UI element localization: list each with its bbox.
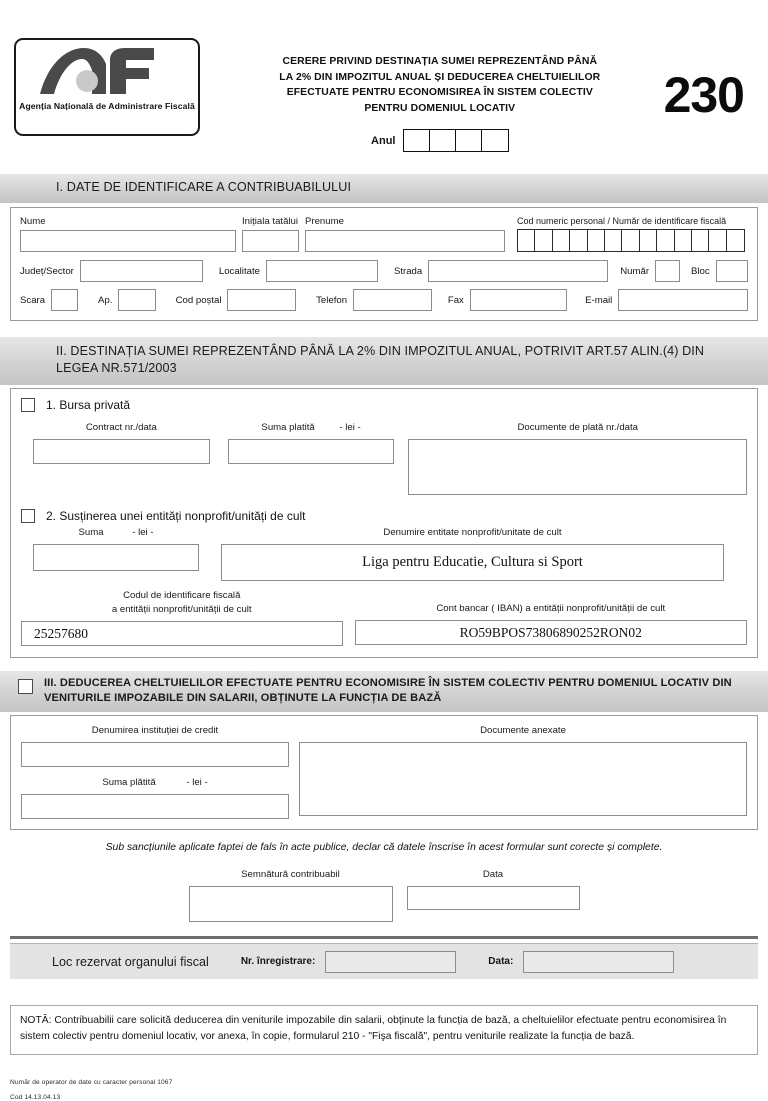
bloc-input[interactable] (716, 260, 748, 282)
field-contract (33, 422, 210, 464)
option1-fields (21, 422, 747, 495)
denumire-entitate-label: Denumire entitate nonprofit/unitate de cult (383, 526, 562, 538)
option1-row (21, 398, 747, 412)
data-semnatura-input[interactable] (407, 886, 580, 910)
year-row (216, 129, 664, 152)
cod-postal-input[interactable] (227, 289, 296, 311)
field-iban (355, 590, 748, 645)
semnatura-label: Semnătură contribuabil (241, 869, 340, 881)
option1-label: 1. Bursa privată (46, 397, 131, 412)
suma-entitate-input[interactable] (33, 544, 199, 571)
field-documente-anexate (299, 725, 747, 819)
reserved-data-input[interactable] (523, 951, 674, 973)
field-institutie-credit (21, 725, 289, 767)
option2-row (21, 509, 747, 523)
suma-bursa-label: Suma platită (261, 421, 315, 433)
suma-platita-3-input[interactable] (21, 794, 289, 819)
scara-label: Scara (20, 294, 46, 306)
cif-input[interactable] (21, 621, 343, 646)
scara-input[interactable] (51, 289, 78, 311)
section3-title: III. DEDUCEREA CHELTUIELILOR EFECTUATE PENTRU ECONOMISIRE ÎN SISTEM COLECTIV PENTRU DOMENIUL LOCATIV DIN VENITURILE IMPOZABILE DIN SALARII, OBȚINUTE LA FUNCȚIA DE BAZĂ (44, 676, 732, 705)
ap-input[interactable] (118, 289, 155, 311)
field-semnatura (189, 869, 393, 922)
section3-checkbox[interactable] (18, 679, 33, 694)
signature-area (0, 869, 768, 922)
cnp-digit-box[interactable] (727, 230, 744, 251)
semnatura-input[interactable] (189, 886, 393, 922)
year-digit-box[interactable] (482, 130, 508, 151)
cnp-label: Cod numeric personal / Număr de identificare fiscală (517, 215, 727, 226)
field-initiala (242, 216, 299, 252)
data-semnatura-label: Data (482, 869, 504, 881)
cnp-digit-box[interactable] (640, 230, 657, 251)
initiala-input[interactable] (242, 230, 299, 252)
suma-platita-3-label-row (21, 777, 289, 789)
cnp-input-boxes[interactable] (517, 229, 745, 252)
ap-label: Ap. (98, 294, 113, 306)
judet-input[interactable] (80, 260, 203, 282)
cnp-digit-box[interactable] (535, 230, 552, 251)
iban-input[interactable] (355, 620, 748, 645)
cnp-digit-box[interactable] (657, 230, 674, 251)
section3-panel (10, 715, 758, 830)
cnp-digit-box[interactable] (622, 230, 639, 251)
localitate-input[interactable] (266, 260, 378, 282)
field-documente-plata (408, 422, 747, 495)
field-suma-platita-3 (21, 777, 289, 819)
iban-value: RO59BPOS73806890252RON02 (459, 624, 642, 640)
denumire-entitate-input[interactable] (221, 544, 724, 581)
field-suma-bursa (228, 422, 395, 464)
cnp-digit-box[interactable] (675, 230, 692, 251)
documente-plata-input[interactable] (408, 439, 747, 495)
institutie-credit-input[interactable] (21, 742, 289, 767)
cod-postal-label: Cod poștal (175, 294, 222, 306)
cnp-digit-box[interactable] (709, 230, 726, 251)
suma-bursa-input[interactable] (228, 439, 395, 464)
strada-label: Strada (393, 265, 423, 277)
fax-input[interactable] (470, 289, 567, 311)
prenume-input[interactable] (305, 230, 505, 252)
cnp-digit-box[interactable] (588, 230, 605, 251)
footer-operator: Număr de operator de date cu caracter personal 1067 (10, 1078, 173, 1086)
suma-entitate-label: Suma (78, 526, 104, 538)
note-box: NOTĂ: Contribuabilii care solicită deducerea din veniturile impozabile din salarii, obținute la funcția de bază, a cheltuielilor efectuate pentru economisirea în sistem colectiv pentru domeniul locativ, vor anexa, în copie, formularul 210 - "Fişa fiscală", pentru veniturile realizate la funcția de bază. (10, 1005, 758, 1054)
contract-input[interactable] (33, 439, 210, 464)
numar-label: Număr (620, 265, 650, 277)
reserved-area (10, 943, 758, 979)
prenume-label: Prenume (305, 216, 344, 228)
footer (0, 1055, 768, 1101)
nume-input[interactable] (20, 230, 236, 252)
field-denumire-entitate (221, 527, 724, 581)
anaf-logo-caption: Agenția Națională de Administrare Fiscală (19, 101, 195, 111)
denumire-entitate-value: Liga pentru Educatie, Cultura si Sport (362, 554, 583, 571)
identity-row-1 (20, 216, 748, 252)
field-suma-entitate (33, 527, 199, 571)
telefon-label: Telefon (316, 294, 348, 306)
section1-panel (10, 207, 758, 321)
declaration-text: Sub sancțiunile aplicate faptei de fals în acte publice, declar că datele înscrise în acest formular sunt corecte și complete. (105, 842, 663, 854)
field-cnp (517, 216, 745, 252)
option2-fields-top (21, 527, 747, 581)
reserved-data-label: Data: (488, 956, 514, 968)
cif-label-line2: a entității nonprofit/unității de cult (111, 603, 252, 615)
suma-bursa-unit: - lei - (339, 421, 361, 433)
anaf-af-monogram-icon (32, 44, 182, 100)
fax-label: Fax (447, 294, 464, 306)
divider-rule (10, 936, 758, 939)
year-digit-box[interactable] (456, 130, 482, 151)
section3-header-band (0, 671, 768, 713)
email-input[interactable] (618, 289, 748, 311)
reserved-title: Loc rezervat organului fiscal (52, 954, 209, 969)
anaf-logo (14, 38, 200, 136)
field-nume (20, 216, 236, 252)
documente-anexate-label: Documente anexate (480, 725, 566, 737)
section2-title: II. DESTINAȚIA SUMEI REPREZENTÂND PÂNĂ LA 2% DIN IMPOZITUL ANUAL, POTRIVIT ART.57 ALIN.(4) DIN LEGEA NR.571/2003 (56, 344, 705, 376)
document-header (0, 0, 768, 152)
bloc-label: Bloc (691, 265, 710, 277)
iban-label: Cont bancar ( IBAN) a entității nonprofit/unității de cult (436, 602, 666, 614)
cif-value: 25257680 (34, 625, 88, 641)
cnp-digit-box[interactable] (518, 230, 535, 251)
field-cif (21, 590, 343, 646)
footer-cod: Cod 14.13.04.13 (10, 1093, 61, 1101)
strada-input[interactable] (428, 260, 608, 282)
identity-row-2 (20, 260, 748, 282)
title-block (200, 38, 664, 152)
documente-plata-label: Documente de plată nr./data (517, 421, 639, 433)
nume-label: Nume (20, 216, 46, 228)
section2-panel (10, 388, 758, 658)
suma-entitate-label-row (33, 527, 199, 539)
year-label: Anul (371, 134, 396, 147)
suma-entitate-unit: - lei - (132, 526, 154, 538)
identity-row-3 (20, 289, 748, 311)
nr-inregistrare-input[interactable] (325, 951, 456, 973)
year-digit-box[interactable] (430, 130, 456, 151)
localitate-label: Localitate (218, 265, 260, 277)
documente-anexate-input[interactable] (299, 742, 747, 816)
option1-checkbox[interactable] (21, 398, 35, 412)
initiala-label: Inițiala tatălui (242, 216, 298, 228)
field-data-semnatura (407, 869, 580, 922)
suma-platita-3-label: Suma plătită (102, 777, 156, 789)
cnp-digit-box[interactable] (692, 230, 709, 251)
option2-fields-bottom (21, 590, 747, 646)
numar-input[interactable] (655, 260, 680, 282)
cnp-digit-box[interactable] (570, 230, 587, 251)
contract-label: Contract nr./data (85, 421, 157, 433)
email-label: E-mail (585, 294, 613, 306)
section1-title: I. DATE DE IDENTIFICARE A CONTRIBUABILULUI (56, 180, 352, 195)
year-input-boxes[interactable] (403, 129, 509, 152)
document-title: CERERE PRIVIND DESTINAȚIA SUMEI REPREZENTÂND PÂNĂ LA 2% DIN IMPOZITUL ANUAL ȘI DEDUCEREA CHELTUIELILOR EFECTUATE PENTRU ECONOMISIREA ÎN SISTEM COLECTIV PENTRU DOMENIUL LOCATIV (279, 56, 601, 114)
cif-label-line1: Codul de identificare fiscală (123, 589, 241, 601)
nr-inregistrare-label: Nr. înregistrare: (240, 956, 316, 968)
section3-left-column (21, 725, 289, 819)
suma-platita-3-unit: - lei - (186, 777, 208, 789)
section2-header-band (0, 337, 768, 385)
judet-label: Județ/Sector (20, 265, 74, 277)
cnp-digit-box[interactable] (605, 230, 622, 251)
field-prenume (305, 216, 505, 252)
telefon-input[interactable] (353, 289, 432, 311)
option2-checkbox[interactable] (21, 509, 35, 523)
institutie-credit-label: Denumirea instituției de credit (91, 725, 219, 737)
cnp-digit-box[interactable] (553, 230, 570, 251)
option2-label: 2. Susținerea unei entități nonprofit/unități de cult (46, 508, 306, 523)
suma-bursa-label-row (228, 422, 395, 434)
section1-header-band (0, 174, 768, 202)
form-number: 230 (663, 67, 744, 123)
year-digit-box[interactable] (404, 130, 430, 151)
